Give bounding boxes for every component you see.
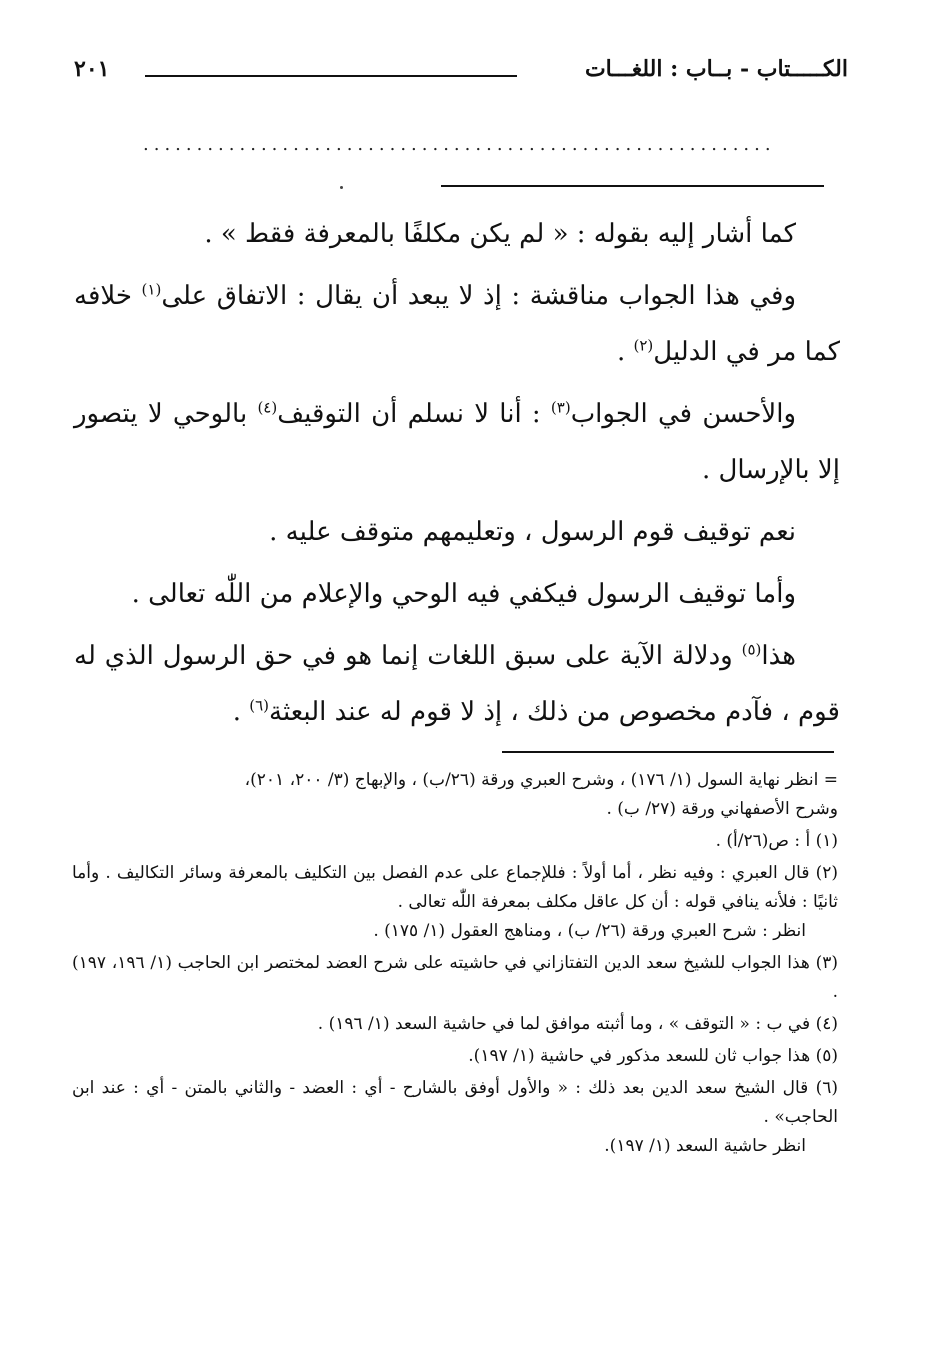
footnote-4: (٤) في ب : « التوقف » ، وما أثبته موافق لما في حاشية السعد (١/ ١٩٦) . [317, 1014, 838, 1034]
paragraph-2: وفي هذا الجواب مناقشة : إذ لا يبعد أن يقال : الاتفاق على$^{(١)}$ خلافه كما مر في الدليل$^{(٢)}$ . [74, 280, 840, 367]
footnote-ref-1: (١) [141, 280, 162, 299]
section-rule [441, 185, 824, 187]
paragraph-4: نعم توقيف قوم الرسول ، وتعليمهم متوقف عليه . [269, 517, 796, 547]
page-number: ٢٠١ [74, 56, 110, 82]
footnote-separator [502, 751, 834, 753]
paragraph-6: هذا$^{(٥)}$ ودلالة الآية على سبق اللغات إنما هو في حق الرسول الذي له قوم ، فآدم مخصوص من ذلك ، إذ لا قوم له عند البعثة$^{(٦)}$ . [74, 640, 840, 727]
footnote-5: (٥) هذا جواب ثان للسعد مذكور في حاشية (١/ ١٩٧). [468, 1046, 838, 1066]
main-text [74, 206, 840, 746]
footnote-ref-5: (٥) [741, 640, 762, 659]
footnote-3: (٣) هذا الجواب للشيخ سعد الدين التفتازاني في حاشيته على شرح العضد لمختصر ابن الحاجب (١/ ١٩٦، ١٩٧) . [72, 953, 839, 1002]
omission-dots: ........................................................... [143, 138, 776, 152]
footnote-ref-2: (٢) [633, 336, 654, 355]
footnotes [72, 766, 838, 1164]
paragraph-5: وأما توقيف الرسول فيكفي فيه الوحي والإعلام من اللّٰه تعالى . [131, 579, 796, 609]
footnote-ref-6: (٦) [249, 696, 270, 715]
footnote-continuation: = انظر نهاية السول (١/ ١٧٦) ، وشرح العبري ورقة (٢٦/ب) ، والإبهاج (٣/ ٢٠٠، ٢٠١)، وشرح الأصفهاني ورقة (٢٧/ ب) . [244, 770, 838, 819]
header-rule [145, 75, 517, 77]
stray-mark [340, 186, 343, 189]
footnote-2: (٢) قال العبري : وفيه نظر ، أما أولاً : فللإجماع على عدم الفصل بين التكليف بالمعرفة وسائر التكاليف . وأما ثانيًا : فلأنه ينافي قوله : أن كل عاقل مكلف بمعرفة اللّٰه تعالى . انظر : شرح العبري ورقة (٢٦/ ب) ، ومناهج العقول (١/ ١٧٥) . [72, 863, 838, 941]
footnote-ref-3: (٣) [550, 398, 571, 417]
footnote-1: (١) أ : ص(٢٦/أ) . [715, 831, 838, 851]
paragraph-1: كما أشار إليه بقوله : « لم يكن مكلفًا بالمعرفة فقط » . [204, 219, 796, 249]
footnote-ref-4: (٤) [257, 398, 278, 417]
footnote-6: (٦) قال الشيخ سعد الدين بعد ذلك : « والأول أوفق بالشارح - أي : العضد - والثاني بالمتن - أي : عند ابن الحاجب» . انظر حاشية السعد (١/ ١٩٧). [72, 1078, 838, 1156]
paragraph-3: والأحسن في الجواب$^{(٣)}$ : أنا لا نسلم أن التوقيف$^{(٤)}$ بالوحي لا يتصور إلا بالإرسال . [74, 398, 840, 485]
running-title: الكـــــتاب - بــاب : اللغـــات [584, 56, 848, 82]
